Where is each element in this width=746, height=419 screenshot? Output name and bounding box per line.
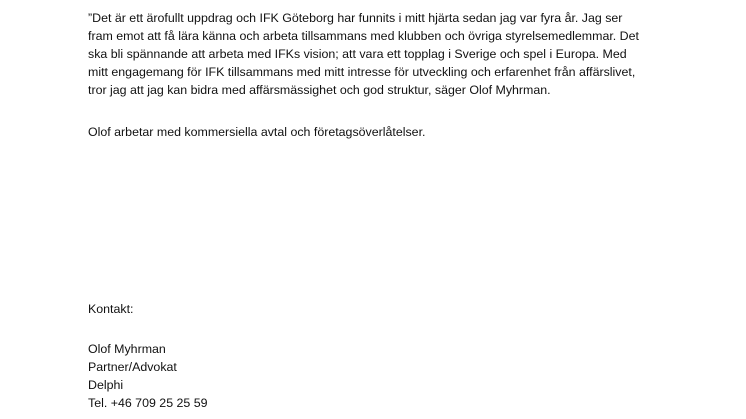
quote-line: ”Det är ett ärofullt uppdrag och IFK Göteborg har funnits i mitt hjärta sedan jag var fyra år. Jag ser	[88, 11, 623, 25]
quote-line: tror jag att jag kan bidra med affärsmässighet och god struktur, säger Olof Myhrman.	[88, 83, 551, 97]
contact-details	[88, 340, 678, 412]
quote-line: mitt engagemang för IFK tillsammans med mitt intresse för utveckling och erfarenhet från affärslivet,	[88, 65, 636, 79]
quote-paragraph	[88, 9, 678, 99]
quote-line: ska bli spännande att arbeta med IFKs vision; att vara ett topplag i Sverige och spel i Europa. Med	[88, 47, 627, 61]
occupation-paragraph: Olof arbetar med kommersiella avtal och företagsöverlåtelser.	[88, 125, 426, 139]
quote-line: fram emot att få lära känna och arbeta tillsammans med klubben och övriga styrelsemedlemmar. Det	[88, 29, 639, 43]
contact-company: Delphi	[88, 378, 124, 392]
contact-name: Olof Myhrman	[88, 342, 166, 356]
contact-heading: Kontakt:	[88, 302, 134, 316]
contact-phone: Tel. +46 709 25 25 59	[88, 396, 208, 410]
contact-title: Partner/Advokat	[88, 360, 177, 374]
